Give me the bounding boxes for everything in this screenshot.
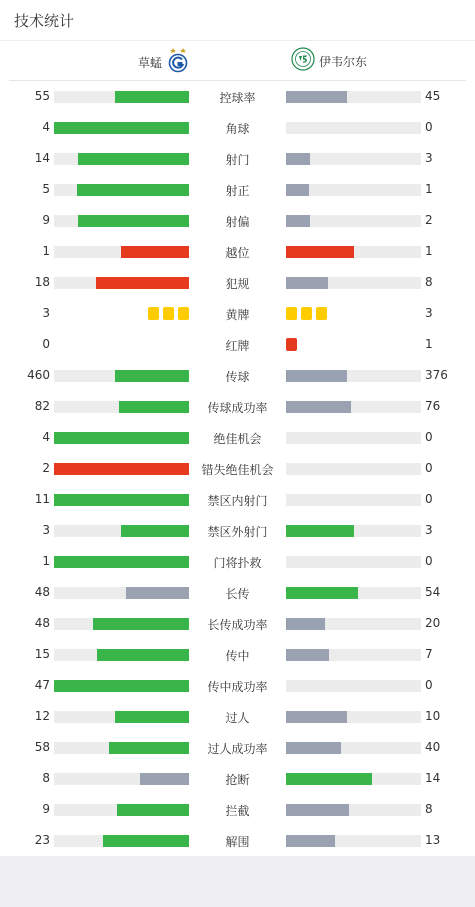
home-stat-value: 4 xyxy=(42,120,50,134)
away-stat-bar xyxy=(286,153,421,165)
away-stat-value: 20 xyxy=(425,616,441,630)
stat-label: 传球 xyxy=(225,370,250,384)
stat-row xyxy=(0,825,475,856)
away-stat-bar xyxy=(286,773,421,785)
red-card-icon xyxy=(286,338,297,351)
stat-row xyxy=(0,391,475,422)
away-stat-value: 3 xyxy=(425,523,433,537)
home-stat-bar xyxy=(54,618,189,630)
stat-label: 过人 xyxy=(225,711,250,725)
home-stat-bar-fill xyxy=(77,184,189,196)
away-stat-value: 76 xyxy=(425,399,441,413)
away-stat-bar-fill xyxy=(286,773,372,785)
away-stat-value: 2 xyxy=(425,213,433,227)
title-bar xyxy=(0,0,475,41)
home-stat-bar xyxy=(54,122,189,134)
home-stat-bar-fill xyxy=(119,401,189,413)
home-stat-bar-fill xyxy=(78,215,189,227)
home-stat-value: 48 xyxy=(34,616,50,630)
stat-row xyxy=(0,608,475,639)
stats-list xyxy=(0,81,475,856)
away-stat-bar-fill xyxy=(286,246,354,258)
home-stat-value: 82 xyxy=(34,399,50,413)
home-stat-bar-fill xyxy=(115,370,189,382)
home-stat-value: 48 xyxy=(34,585,50,599)
stat-row xyxy=(0,236,475,267)
away-stat-value: 45 xyxy=(425,89,441,103)
away-stat-bar-fill xyxy=(286,835,335,847)
home-stat-bar-fill xyxy=(109,742,189,754)
away-stat-bar xyxy=(286,401,421,413)
home-stat-bar xyxy=(54,401,189,413)
stat-label: 拦截 xyxy=(225,804,250,818)
away-stat-value: 376 xyxy=(425,368,448,382)
stat-row xyxy=(0,670,475,701)
away-stat-value: 40 xyxy=(425,740,441,754)
away-stat-value: 13 xyxy=(425,833,441,847)
home-stat-bar xyxy=(54,215,189,227)
stat-label: 射偏 xyxy=(225,215,250,229)
away-stat-bar xyxy=(286,742,421,754)
stat-row xyxy=(0,422,475,453)
stat-row xyxy=(0,205,475,236)
stat-row xyxy=(0,143,475,174)
home-stat-value: 9 xyxy=(42,213,50,227)
home-stat-bar-fill xyxy=(140,773,189,785)
home-stat-bar xyxy=(54,432,189,444)
away-stat-bar xyxy=(286,618,421,630)
away-stat-value: 3 xyxy=(425,151,433,165)
yellow-card-icon xyxy=(286,307,297,320)
home-stat-bar-fill xyxy=(54,556,189,568)
stat-label: 控球率 xyxy=(219,91,256,105)
home-stat-bar xyxy=(54,711,189,723)
home-stat-bar xyxy=(54,556,189,568)
away-stat-value: 1 xyxy=(425,244,433,258)
home-stat-bar xyxy=(54,153,189,165)
away-stat-bar-fill xyxy=(286,587,358,599)
yellow-card-icon xyxy=(148,307,159,320)
home-stat-bar-fill xyxy=(115,91,189,103)
away-stat-bar xyxy=(286,711,421,723)
stat-row xyxy=(0,484,475,515)
home-stat-value: 18 xyxy=(34,275,50,289)
away-stat-bar xyxy=(286,91,421,103)
home-stat-bar-fill xyxy=(54,122,189,134)
home-stat-value: 58 xyxy=(34,740,50,754)
home-stat-value: 5 xyxy=(42,182,50,196)
stat-label: 禁区外射门 xyxy=(207,525,268,539)
home-stat-bar-fill xyxy=(78,153,189,165)
away-team[interactable] xyxy=(291,47,367,75)
stat-label: 抢断 xyxy=(225,773,250,787)
home-stat-bar xyxy=(54,463,189,475)
stat-row xyxy=(0,112,475,143)
home-stat-bar xyxy=(54,649,189,661)
stat-row xyxy=(0,329,475,360)
stat-label: 越位 xyxy=(225,246,250,260)
home-stat-bar xyxy=(54,742,189,754)
away-stat-bar-fill xyxy=(286,525,354,537)
away-stat-bar-fill xyxy=(286,711,347,723)
stat-row xyxy=(0,453,475,484)
away-stat-bar xyxy=(286,184,421,196)
away-red-cards xyxy=(286,338,299,351)
home-stat-bar xyxy=(54,91,189,103)
home-stat-bar-fill xyxy=(93,618,189,630)
away-stat-bar xyxy=(286,587,421,599)
home-stat-bar xyxy=(54,184,189,196)
home-team-logo-icon xyxy=(168,47,188,77)
away-stat-value: 0 xyxy=(425,120,433,134)
stat-label: 长传成功率 xyxy=(207,618,268,632)
home-stat-value: 8 xyxy=(42,771,50,785)
home-stat-bar-fill xyxy=(54,463,189,475)
yellow-card-icon xyxy=(163,307,174,320)
home-stat-bar xyxy=(54,587,189,599)
stat-row xyxy=(0,360,475,391)
away-team-name: 伊韦尔东 xyxy=(319,54,368,69)
home-team-name: 草蜢 xyxy=(137,55,162,70)
home-stat-bar-fill xyxy=(121,525,189,537)
home-stat-value: 23 xyxy=(34,833,50,847)
home-stat-bar xyxy=(54,835,189,847)
home-yellow-cards xyxy=(146,307,189,320)
stat-row xyxy=(0,515,475,546)
away-stat-value: 10 xyxy=(425,709,441,723)
home-stat-bar-fill xyxy=(121,246,189,258)
away-stat-bar xyxy=(286,246,421,258)
home-stat-bar-fill xyxy=(115,711,189,723)
stat-label: 门将扑救 xyxy=(213,556,262,570)
away-stat-bar-fill xyxy=(286,277,328,289)
home-stat-value: 2 xyxy=(42,461,50,475)
home-stat-value: 3 xyxy=(42,306,50,320)
away-stat-value: 0 xyxy=(425,430,433,444)
stat-label: 解围 xyxy=(225,835,250,849)
home-stat-value: 0 xyxy=(42,337,50,351)
away-stat-bar-fill xyxy=(286,370,347,382)
stat-label: 过人成功率 xyxy=(207,742,268,756)
home-stat-bar-fill xyxy=(117,804,189,816)
stat-label: 犯规 xyxy=(225,277,250,291)
stat-row xyxy=(0,81,475,112)
away-stat-value: 0 xyxy=(425,678,433,692)
away-stat-bar-fill xyxy=(286,215,310,227)
away-stat-bar-fill xyxy=(286,649,329,661)
home-stat-value: 9 xyxy=(42,802,50,816)
away-stat-value: 8 xyxy=(425,275,433,289)
home-stat-bar xyxy=(54,773,189,785)
away-stat-bar xyxy=(286,277,421,289)
home-stat-value: 460 xyxy=(27,368,50,382)
home-stat-value: 47 xyxy=(34,678,50,692)
away-stat-bar-fill xyxy=(286,401,351,413)
stat-row xyxy=(0,701,475,732)
home-stat-bar-fill xyxy=(54,680,189,692)
away-stat-value: 54 xyxy=(425,585,441,599)
home-stat-bar-fill xyxy=(97,649,189,661)
away-stat-bar xyxy=(286,432,421,444)
away-stat-bar xyxy=(286,494,421,506)
away-stat-bar-fill xyxy=(286,153,310,165)
away-stat-value: 1 xyxy=(425,182,433,196)
away-stat-bar xyxy=(286,370,421,382)
away-stat-bar xyxy=(286,835,421,847)
home-stat-bar xyxy=(54,804,189,816)
away-stat-bar xyxy=(286,680,421,692)
stat-row xyxy=(0,298,475,329)
home-stat-value: 15 xyxy=(34,647,50,661)
home-stat-value: 14 xyxy=(34,151,50,165)
away-stat-bar xyxy=(286,525,421,537)
away-stat-value: 14 xyxy=(425,771,441,785)
away-stat-bar xyxy=(286,215,421,227)
away-stat-bar-fill xyxy=(286,804,349,816)
stat-label: 错失绝佳机会 xyxy=(201,463,274,477)
yellow-card-icon xyxy=(316,307,327,320)
away-stat-value: 8 xyxy=(425,802,433,816)
stat-row xyxy=(0,267,475,298)
stat-row xyxy=(0,546,475,577)
stat-label: 长传 xyxy=(225,587,250,601)
stat-label: 射正 xyxy=(225,184,250,198)
stat-row xyxy=(0,639,475,670)
home-team[interactable] xyxy=(138,47,188,77)
yellow-card-icon xyxy=(178,307,189,320)
away-stat-bar-fill xyxy=(286,184,309,196)
stat-label: 角球 xyxy=(225,122,250,136)
home-stat-value: 12 xyxy=(34,709,50,723)
stat-row xyxy=(0,763,475,794)
away-yellow-cards xyxy=(286,307,329,320)
home-stat-bar xyxy=(54,246,189,258)
stat-row xyxy=(0,577,475,608)
home-stat-bar xyxy=(54,680,189,692)
away-stat-bar-fill xyxy=(286,91,347,103)
home-stat-bar-fill xyxy=(54,494,189,506)
home-stat-value: 1 xyxy=(42,554,50,568)
home-stat-bar-fill xyxy=(54,432,189,444)
away-stat-bar xyxy=(286,556,421,568)
home-stat-bar-fill xyxy=(96,277,189,289)
away-team-logo-icon xyxy=(291,47,315,75)
home-stat-bar xyxy=(54,494,189,506)
stat-label: 黄牌 xyxy=(225,308,250,322)
away-stat-bar xyxy=(286,804,421,816)
away-stat-value: 0 xyxy=(425,461,433,475)
home-stat-value: 11 xyxy=(34,492,50,506)
stat-row xyxy=(0,794,475,825)
away-stat-value: 0 xyxy=(425,554,433,568)
home-stat-bar xyxy=(54,370,189,382)
stat-row xyxy=(0,732,475,763)
stat-label: 传中成功率 xyxy=(207,680,268,694)
away-stat-bar-fill xyxy=(286,742,341,754)
home-stat-bar xyxy=(54,277,189,289)
home-stat-value: 1 xyxy=(42,244,50,258)
away-stat-value: 7 xyxy=(425,647,433,661)
stat-row xyxy=(0,174,475,205)
home-stat-value: 4 xyxy=(42,430,50,444)
stat-label: 射门 xyxy=(225,153,250,167)
stat-label: 传中 xyxy=(225,649,250,663)
yellow-card-icon xyxy=(301,307,312,320)
home-stat-value: 55 xyxy=(34,89,50,103)
stat-label: 传球成功率 xyxy=(207,401,268,415)
away-stat-bar-fill xyxy=(286,618,325,630)
home-stat-bar xyxy=(54,525,189,537)
home-stat-bar-fill xyxy=(103,835,189,847)
away-stat-value: 0 xyxy=(425,492,433,506)
home-stat-bar-fill xyxy=(126,587,189,599)
away-stat-value: 3 xyxy=(425,306,433,320)
away-stat-bar xyxy=(286,463,421,475)
away-stat-bar xyxy=(286,122,421,134)
stat-label: 禁区内射门 xyxy=(207,494,268,508)
stat-label: 红牌 xyxy=(225,339,250,353)
away-stat-value: 1 xyxy=(425,337,433,351)
page-title: 技术统计 xyxy=(14,11,75,30)
away-stat-bar xyxy=(286,649,421,661)
stat-label: 绝佳机会 xyxy=(213,432,262,446)
home-stat-value: 3 xyxy=(42,523,50,537)
teams-header xyxy=(9,41,466,81)
